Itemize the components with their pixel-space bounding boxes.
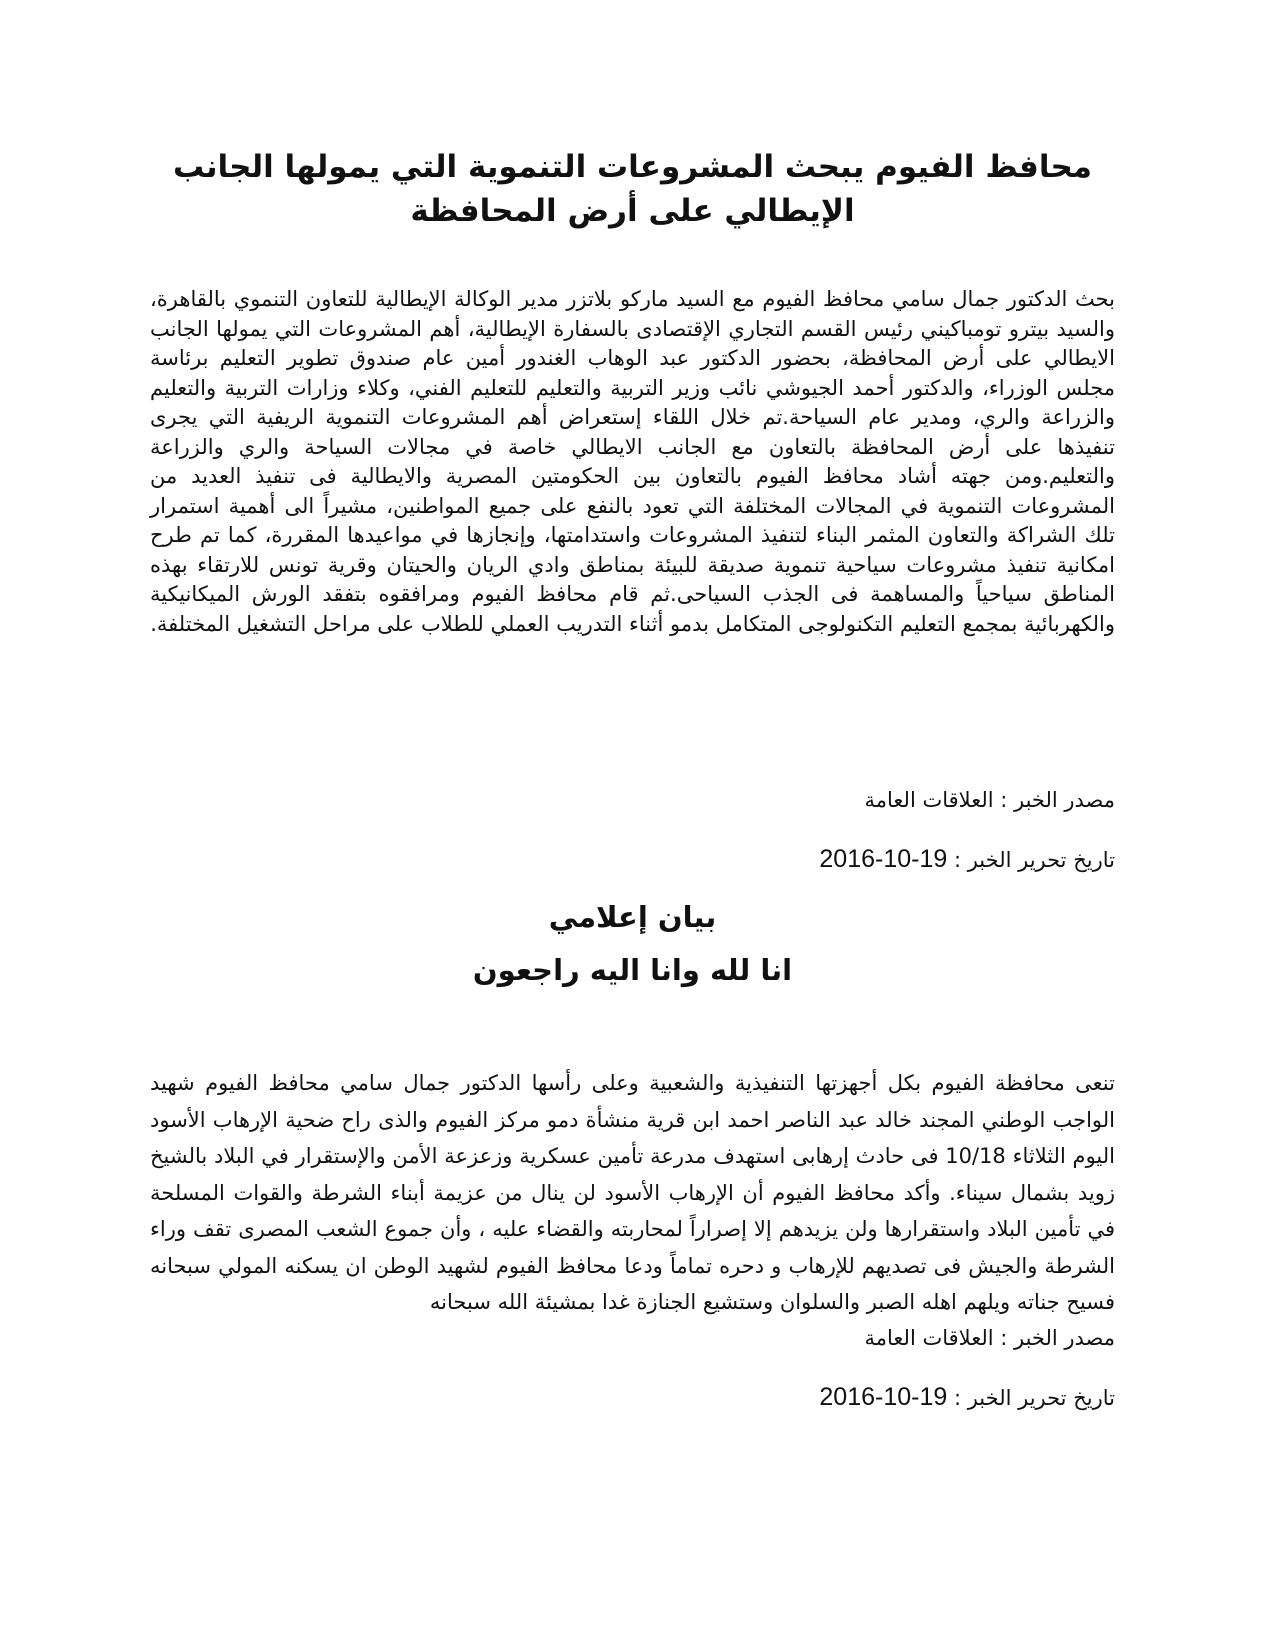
news-date-2-label: تاريخ تحرير الخبر : xyxy=(953,1386,1115,1410)
article-title: محافظ الفيوم يبحث المشروعات التنموية التي يمولها الجانب الإيطالي على أرض المحافظة xyxy=(173,149,1092,229)
news-date-1 xyxy=(150,845,1115,874)
news-source-2: مصدر الخبر : العلاقات العامة xyxy=(864,1326,1115,1350)
article-paragraph-1: بحث الدكتور جمال سامي محافظ الفيوم مع السيد ماركو بلاتزر مدير الوكالة الإيطالية للتعاون التنموي بالقاهرة، والسيد بيترو تومباكيني رئيس القسم التجاري الإقتصادى بالسفارة الإيطالية، أهم المشروعات التي يمولها الجانب الايطالي على أرض المحافظة، بحضور الدكتور عبد الوهاب الغندور أمين عام صندوق تطوير التعليم برئاسة مجلس الوزراء، والدكتور أحمد الجيوشي نائب وزير التربية والتعليم للتعليم الفني، وكلاء وزارات التربية والتعليم والزراعة والري، ومدير عام السياحة.تم خلال اللقاء إستعراض أهم المشروعات التنموية الريفية التي يجرى تنفيذها على أرض المحافظة بالتعاون مع الجانب الايطالي خاصة في مجالات السياحة والري والزراعة والتعليم.ومن جهته أشاد محافظ الفيوم بالتعاون بين الحكومتين المصرية والايطالية فى تنفيذ العديد من المشروعات التنموية في المجالات المختلفة التي تعود بالنفع على جميع المواطنين، مشيراً الى أهمية استمرار تلك الشراكة والتعاون المثمر البناء لتنفيذ المشروعات واستدامتها، وإنجازها في مواعيدها المقررة، كما تم طرح امكانية تنفيذ مشروعات سياحية تنموية صديقة للبيئة بمناطق وادي الريان والحيتان وقرية تونس للارتقاء بهذه المناطق سياحياً والمساهمة فى الجذب السياحى.ثم قام محافظ الفيوم ومرافقوه بتفقد الورش الميكانيكية والكهربائية بمجمع التعليم التكنولوجى المتكامل بدمو أثناء التدريب العملي للطلاب على مراحل التشغيل المختلفة. xyxy=(150,287,1115,636)
article-paragraph-2: تنعى محافظة الفيوم بكل أجهزتها التنفيذية والشعبية وعلى رأسها الدكتور جمال سامي محافظ الفيوم شهيد الواجب الوطني المجند خالد عبد الناصر احمد ابن قرية منشأة دمو مركز الفيوم والذى راح ضحية الإرهاب الأسود اليوم الثلاثاء 10/18 فى حادث إرهابى استهدف مدرعة تأمين عسكرية وزعزعة الأمن والإستقرار في البلاد بالشيخ زويد بشمال سيناء. وأكد محافظ الفيوم أن الإرهاب الأسود لن ينال من عزيمة أبناء الشرطة والقوات المسلحة في تأمين البلاد واستقرارها ولن يزيدهم إلا إصراراً لمحاربته والقضاء عليه ، وأن جموع الشعب المصرى تقف وراء الشرطة والجيش فى تصديهم للإرهاب و دحره تماماً ودعا محافظ الفيوم لشهيد الوطن ان يسكنه المولي سبحانه فسيح جناته ويلهم اهله الصبر والسلوان وستشيع الجنازة غدا بمشيئة الله سبحانه xyxy=(150,1071,1115,1314)
news-date-1-value: 2016-10-19 xyxy=(819,845,948,873)
news-date-2-value: 2016-10-19 xyxy=(819,1383,948,1411)
news-date-1-label: تاريخ تحرير الخبر : xyxy=(953,848,1115,872)
news-source-1: مصدر الخبر : العلاقات العامة xyxy=(864,788,1115,812)
news-date-2 xyxy=(150,1383,1115,1412)
press-statement-heading: بيان إعلامي xyxy=(548,900,717,934)
condolence-heading: انا لله وانا اليه راجعون xyxy=(472,953,793,987)
